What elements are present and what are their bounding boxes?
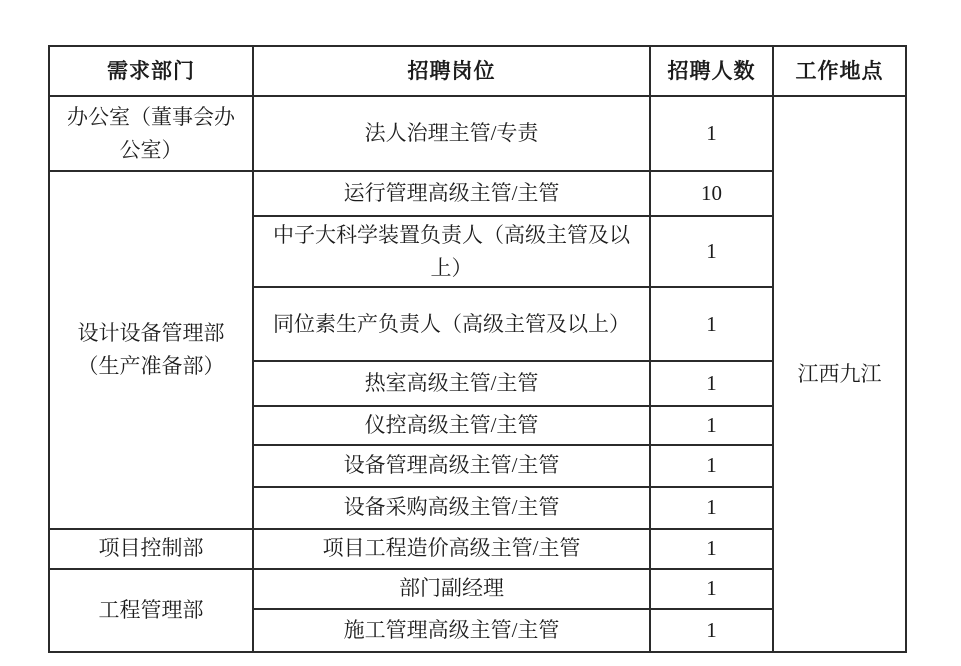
position-cell: 设备采购高级主管/主管 (253, 487, 650, 529)
position-cell: 项目工程造价高级主管/主管 (253, 529, 650, 569)
headcount-cell: 1 (650, 445, 773, 487)
headcount-cell: 1 (650, 287, 773, 361)
headcount-cell: 1 (650, 406, 773, 445)
department-cell-office: 办公室（董事会办公室） (49, 96, 253, 171)
recruitment-table (48, 45, 907, 653)
headcount-cell: 1 (650, 96, 773, 171)
position-cell: 热室高级主管/主管 (253, 361, 650, 406)
table-header-row (49, 46, 906, 96)
department-cell-design-equipment: 设计设备管理部（生产准备部） (49, 171, 253, 529)
headcount-cell: 1 (650, 609, 773, 652)
headcount-cell: 1 (650, 529, 773, 569)
headcount-cell: 1 (650, 216, 773, 287)
header-recruit-position: 招聘岗位 (253, 46, 650, 96)
headcount-cell: 10 (650, 171, 773, 216)
position-cell: 部门副经理 (253, 569, 650, 609)
header-work-location: 工作地点 (773, 46, 906, 96)
headcount-cell: 1 (650, 361, 773, 406)
table-row (49, 96, 906, 171)
header-demand-department: 需求部门 (49, 46, 253, 96)
position-cell: 运行管理高级主管/主管 (253, 171, 650, 216)
headcount-cell: 1 (650, 569, 773, 609)
position-cell: 施工管理高级主管/主管 (253, 609, 650, 652)
position-cell: 设备管理高级主管/主管 (253, 445, 650, 487)
location-cell: 江西九江 (773, 96, 906, 652)
position-cell: 同位素生产负责人（高级主管及以上） (253, 287, 650, 361)
department-cell-engineering-management: 工程管理部 (49, 569, 253, 652)
position-cell: 法人治理主管/专责 (253, 96, 650, 171)
position-cell: 中子大科学装置负责人（高级主管及以上） (253, 216, 650, 287)
headcount-cell: 1 (650, 487, 773, 529)
department-cell-project-control: 项目控制部 (49, 529, 253, 569)
position-cell: 仪控高级主管/主管 (253, 406, 650, 445)
header-recruit-headcount: 招聘人数 (650, 46, 773, 96)
